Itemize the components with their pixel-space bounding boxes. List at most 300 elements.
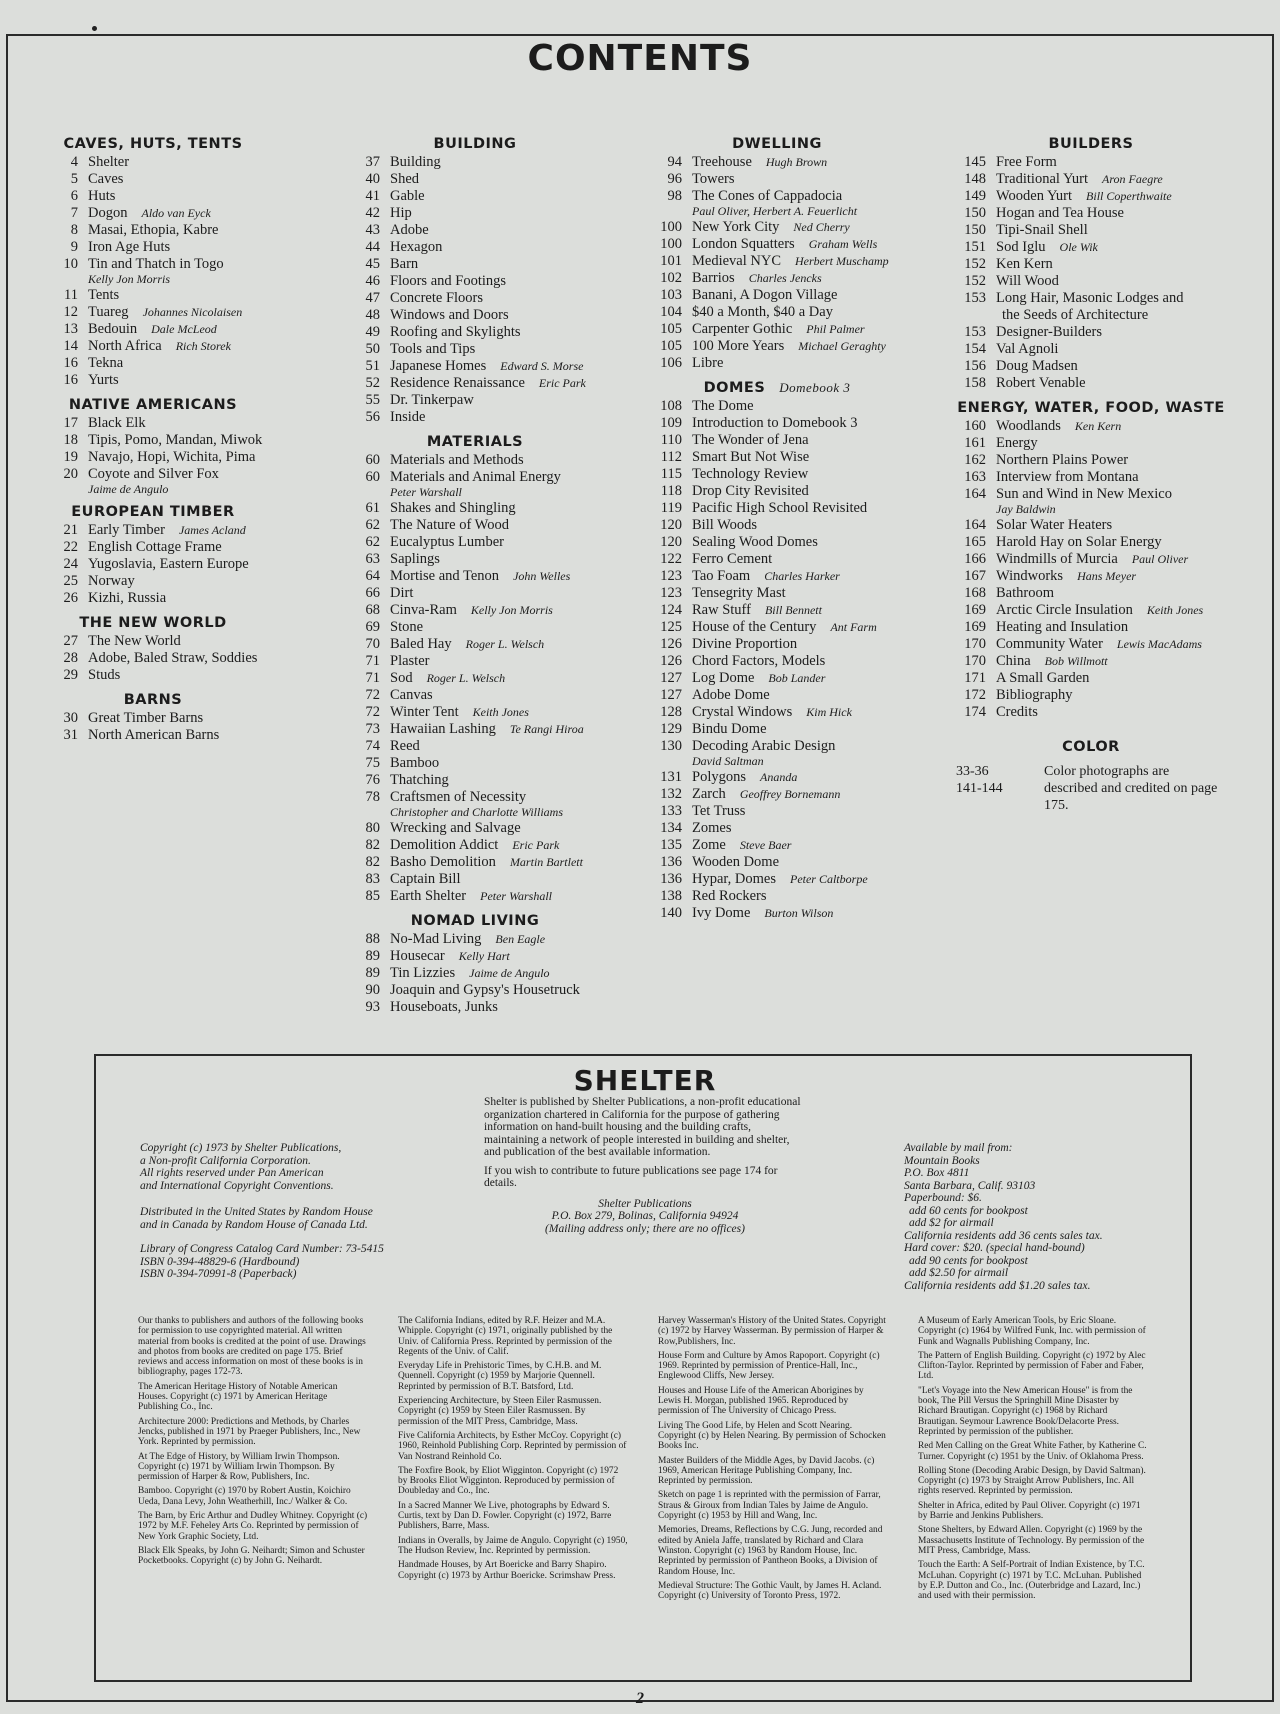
toc-entry-title: Navajo, Hopi, Wichita, Pima (88, 449, 256, 465)
toc-entry-title: Raw Stuff (692, 602, 751, 618)
toc-entry (350, 670, 620, 687)
toc-entry-author: Kelly Jon Morris (88, 272, 170, 286)
toc-page-number: 52 (365, 375, 380, 391)
toc-entry-title: Bindu Dome (692, 721, 767, 737)
mail-line: Santa Barbara, Calif. 93103 (904, 1179, 1036, 1192)
toc-page-number: 140 (660, 905, 682, 921)
credit-entry: Indians in Overalls, by Jaime de Angulo. Copyright (c) 1950, The Hudson Review, Inc. Reprinted by permission. (398, 1535, 628, 1556)
distribution-line: and in Canada by Random House of Canada Ltd. (140, 1218, 368, 1231)
toc-page-number: 72 (365, 687, 380, 703)
toc-entry (350, 307, 620, 324)
toc-page-number: 74 (365, 738, 380, 754)
toc-entry-title: Barrios (692, 270, 735, 286)
toc-entry-title: Wooden Yurt (996, 188, 1073, 204)
toc-entry-title: Will Wood (996, 273, 1059, 289)
toc-entry-title: Yurts (88, 372, 119, 388)
copyright-line: a Non-profit California Corporation. (140, 1154, 311, 1167)
toc-entry-title: Caves (88, 171, 124, 187)
toc-entry (652, 432, 922, 449)
toc-entry-title: Carpenter Gothic (692, 321, 793, 337)
section-title-text: BUILDING (433, 136, 517, 152)
toc-entry-author: Peter Warshall (480, 889, 552, 903)
toc-entry-title: Dr. Tinkerpaw (390, 392, 474, 408)
toc-entry-title: Tents (88, 287, 120, 303)
toc-entry-title: Smart But Not Wise (692, 449, 810, 465)
toc-entry-title: Drop City Revisited (692, 483, 809, 499)
toc-entry (350, 721, 620, 738)
toc-entry-title: Tuareg (88, 304, 129, 320)
toc-entry (652, 219, 922, 236)
credit-entry: The California Indians, edited by R.F. Heizer and M.A. Whipple. Copyright (c) 1971, originally published by the Univ. of California Press. Reprinted by permission of the Regents of the Univ. of Calif. (398, 1316, 613, 1357)
toc-entry (652, 287, 922, 304)
toc-entry (350, 738, 620, 755)
toc-page-number: 115 (660, 466, 682, 482)
toc-entry (652, 466, 922, 483)
toc-entry-title: Early Timber (88, 522, 165, 538)
toc-entry (48, 338, 278, 355)
mail-line: California residents add 36 cents sales tax. (904, 1229, 1103, 1242)
toc-entry-title: Mortise and Tenon (390, 568, 500, 584)
toc-entry (350, 500, 620, 517)
shelter-info-box (94, 1054, 1192, 1682)
toc-entry-title: Bibliography (996, 687, 1073, 703)
toc-entry-title: Hexagon (390, 239, 443, 255)
toc-entry-title: Divine Proportion (692, 636, 798, 652)
toc-page-number: 88 (365, 931, 380, 947)
toc-entry (652, 820, 922, 837)
section-title-text: DWELLING (732, 136, 822, 152)
toc-entry (350, 585, 620, 602)
toc-entry-author: Michael Geraghty (798, 339, 886, 353)
toc-entry-title: Harold Hay on Solar Energy (996, 534, 1162, 550)
section-note: Domebook 3 (779, 380, 851, 395)
toc-entry-title: Houseboats, Junks (390, 999, 498, 1015)
toc-entry (956, 171, 1246, 188)
toc-page-number: 49 (365, 324, 380, 340)
toc-entry-title-cont: the Seeds of Architecture (1002, 307, 1149, 323)
isbn-line: ISBN 0-394-48829-6 (Hardbound) (140, 1255, 300, 1268)
toc-entry (652, 704, 922, 721)
toc-entry-title: The New World (88, 633, 181, 649)
toc-entry-author: Hugh Brown (765, 155, 828, 169)
toc-entry (350, 789, 620, 806)
credit-entry: Rolling Stone (Decoding Arabic Design, by David Saltman). Copyright (c) 1973 by Straight Arrow Publishers, Inc. All rights reserved. Reprinted by permission. (918, 1465, 1146, 1497)
copyright-line: Copyright (c) 1973 by Shelter Publications, (140, 1142, 342, 1154)
toc-entry-author: Ken Kern (1074, 419, 1122, 433)
toc-entry-title: London Squatters (692, 236, 795, 252)
toc-entry-title: Community Water (996, 636, 1103, 652)
toc-entry-title: The Wonder of Jena (692, 432, 809, 448)
toc-page-spacer (956, 307, 986, 324)
credit-entry: The Barn, by Eric Arthur and Dudley Whitney. Copyright (c) 1972 by M.F. Feheley Arts Co. Reprinted by permission of New York Graphic Society, Ltd. (138, 1511, 368, 1542)
toc-entry-author: Bill Bennett (764, 603, 822, 617)
toc-entry-author: Hans Meyer (1077, 569, 1137, 583)
toc-entry (48, 449, 278, 466)
toc-entry-title: Adobe Dome (692, 687, 770, 703)
toc-entry-title: Tekna (88, 355, 124, 371)
toc-entry-author: Ant Farm (830, 620, 877, 634)
section-title-text: BARNS (123, 692, 183, 708)
toc-page-number: 158 (964, 375, 986, 391)
toc-page-number: 106 (660, 355, 682, 371)
toc-entry-title: Materials and Methods (390, 452, 524, 468)
toc-page-number: 125 (660, 619, 682, 635)
toc-entry-title: Masai, Ethopia, Kabre (88, 222, 219, 238)
toc-entry (350, 871, 620, 888)
toc-entry-author: John Welles (513, 569, 571, 583)
toc-page-number: 31 (63, 727, 78, 743)
toc-entry-title: Decoding Arabic Design (692, 738, 836, 754)
toc-entry-title: Studs (88, 667, 121, 683)
toc-entry-title: Sod Iglu (996, 239, 1046, 255)
toc-page-number: 8 (70, 222, 78, 238)
toc-entry (956, 205, 1246, 222)
address-line: Shelter Publications (598, 1197, 692, 1210)
toc-entry (956, 469, 1246, 486)
section-title (48, 502, 278, 522)
toc-page-number: 48 (365, 307, 380, 323)
toc-page-number: 93 (365, 999, 380, 1015)
toc-page-number: 150 (964, 205, 986, 221)
credits-column (398, 1316, 628, 1676)
toc-entry (652, 786, 922, 803)
toc-entry (48, 188, 278, 205)
toc-entry-title: Robert Venable (996, 375, 1086, 391)
toc-page-number: 135 (660, 837, 682, 853)
toc-entry-title: Wrecking and Salvage (390, 820, 521, 836)
toc-entry-title: Tipi-Snail Shell (996, 222, 1088, 238)
toc-entry-author: Bob Willmott (1044, 654, 1108, 668)
toc-page-number: 128 (660, 704, 682, 720)
toc-page-number: 109 (660, 415, 682, 431)
toc-entry-title: Zome (692, 837, 726, 853)
credit-entry: Sketch on page 1 is reprinted with the permission of Farrar, Straus & Giroux from Indian Tales by Jaime de Angulo. Copyright (c) 1953 by Hill and Wang, Inc. (658, 1490, 881, 1522)
section-title-text: NATIVE AMERICANS (68, 397, 238, 413)
toc-entry-title: Medieval NYC (692, 253, 781, 269)
toc-page-number: 29 (63, 667, 78, 683)
shelter-box-title: SHELTER (573, 1064, 717, 1097)
toc-page-number: 11 (64, 287, 78, 303)
toc-page-number: 62 (365, 534, 380, 550)
toc-page-number: 69 (365, 619, 380, 635)
copyright-line: All rights reserved under Pan American (140, 1167, 324, 1179)
distribution-line: Distributed in the United States by Random House (140, 1206, 373, 1218)
credit-entry: Memories, Dreams, Reflections by C.G. Jung, recorded and edited by Aniela Jaffe, translated by Richard and Clara Winston. Copyright (c) 1963 by Random House, Inc. Reprinted by permission of Pantheon Books, a Division of Random House, Inc. (658, 1525, 883, 1577)
toc-entry (956, 551, 1246, 568)
credit-entry: Harvey Wasserman's History of the United States. Copyright (c) 1972 by Harvey Wasserman. By permission of Harper & Row,Publishers, Inc. (658, 1316, 886, 1347)
toc-entry (350, 469, 620, 486)
credit-entry: House Form and Culture by Amos Rapoport. Copyright (c) 1969. Reprinted by permission of Prentice-Hall, Inc., Englewood Cliffs, New Jersey. (658, 1350, 880, 1382)
toc-entry-author: Bill Coperthwaite (1086, 189, 1172, 203)
toc-page-number: 105 (660, 338, 682, 354)
toc-entry (652, 236, 922, 253)
toc-entry-title: Great Timber Barns (88, 710, 204, 726)
toc-page-number: 163 (964, 469, 986, 485)
toc-entry-author: Paul Oliver, Herbert A. Feuerlicht (692, 204, 858, 218)
toc-page-number: 102 (660, 270, 682, 286)
toc-page-number: 51 (365, 358, 380, 374)
toc-entry-author: Peter Caltborpe (789, 872, 868, 886)
toc-entry (48, 727, 278, 744)
toc-entry-title: Adobe, Baled Straw, Soddies (88, 650, 258, 666)
toc-entry-continuation (956, 307, 1246, 324)
credit-entry: Black Elk Speaks, by John G. Neihardt; Simon and Schuster Pocketbooks. Copyright (c) by John G. Neihardt. (138, 1545, 365, 1567)
toc-entry-title: No-Mad Living (390, 931, 482, 947)
toc-entry-title: Treehouse (692, 154, 752, 170)
toc-entry-author: Phil Palmer (806, 322, 865, 336)
color-section (956, 763, 1246, 814)
toc-page-number: 22 (63, 539, 78, 555)
toc-page-number: 136 (660, 871, 682, 887)
toc-entry (350, 517, 620, 534)
toc-entry (956, 568, 1246, 585)
toc-entry-title: Towers (692, 171, 735, 187)
toc-entry-title: Tin and Thatch in Togo (88, 256, 224, 272)
toc-page-number: 161 (964, 435, 986, 451)
toc-entry-title: Bamboo (390, 755, 440, 771)
color-page-range: 33-36 (956, 764, 989, 779)
toc-page-number: 63 (365, 551, 380, 567)
toc-entry (956, 636, 1246, 653)
toc-entry-author: Eric Park (512, 838, 560, 852)
toc-entry-title: Dogon (88, 205, 128, 221)
toc-entry-title: Earth Shelter (390, 888, 467, 904)
credit-entry: Everyday Life in Prehistoric Times, by C.H.B. and M. Quennell. Copyright (c) 1959 by Marjorie Quennell. Reprinted by permission of B.T. Batsford, Ltd. (398, 1361, 602, 1392)
toc-page-number: 164 (964, 486, 986, 502)
toc-entry (350, 837, 620, 854)
toc-page-number: 94 (667, 154, 682, 170)
section-title-text: MATERIALS (426, 434, 524, 450)
toc-entry-title: Cinva-Ram (390, 602, 457, 618)
toc-entry (48, 154, 278, 171)
toc-page-number: 18 (63, 432, 78, 448)
credit-entry: The Pattern of English Building. Copyright (c) 1972 by Alec Clifton-Taylor. Reprinted by permission of Faber and Faber, Ltd. (918, 1350, 1146, 1382)
toc-entry (350, 171, 620, 188)
toc-entry (652, 253, 922, 270)
toc-entry-title: Winter Tent (390, 704, 459, 720)
toc-entry-author: Jaime de Angulo (469, 966, 550, 980)
credits-column (138, 1316, 368, 1676)
toc-page-number: 68 (365, 602, 380, 618)
toc-entry (350, 154, 620, 171)
toc-page-number: 120 (660, 534, 682, 550)
toc-page-number: 166 (964, 551, 986, 567)
address-line: P.O. Box 279, Bolinas, California 94924 (551, 1210, 739, 1222)
toc-entry-title: Materials and Animal Energy (390, 469, 561, 485)
mail-line: P.O. Box 4811 (904, 1167, 970, 1179)
toc-entry (956, 687, 1246, 704)
toc-page-number: 156 (964, 358, 986, 374)
toc-entry-title: Bill Woods (692, 517, 758, 533)
credit-entry: The American Heritage History of Notable American Houses. Copyright (c) 1971 by American Heritage Publishing Co., Inc. (138, 1381, 338, 1413)
section-title (48, 134, 278, 154)
toc-page-number: 131 (660, 769, 682, 785)
toc-entry-author: Graham Wells (808, 237, 878, 251)
toc-entry-title: Eucalyptus Lumber (390, 534, 504, 550)
toc-entry (652, 551, 922, 568)
toc-page-number: 50 (365, 341, 380, 357)
toc-entry (350, 854, 620, 871)
toc-entry-author: Rich Storek (175, 339, 231, 353)
credit-entry: Handmade Houses, by Art Boericke and Barry Shapiro. Copyright (c) 1973 by Arthur Boericke. Scrimshaw Press. (398, 1560, 616, 1581)
toc-entry (652, 871, 922, 888)
toc-entry-title: Tools and Tips (390, 341, 476, 357)
toc-page-number: 27 (63, 633, 78, 649)
toc-page-number: 4 (70, 154, 78, 170)
toc-entry-title: Demolition Addict (390, 837, 499, 853)
toc-entry-title: Kizhi, Russia (88, 590, 167, 606)
toc-page-number: 126 (660, 653, 682, 669)
toc-entry-title: Yugoslavia, Eastern Europe (88, 556, 249, 572)
toc-entry-title: Norway (88, 573, 135, 589)
toc-entry-author: Ned Cherry (793, 220, 850, 234)
toc-page-number: 5 (70, 171, 78, 187)
toc-page-number: 17 (63, 415, 78, 431)
toc-entry (652, 534, 922, 551)
toc-entry-title: Residence Renaissance (390, 375, 525, 391)
toc-entry (48, 573, 278, 590)
toc-entry-author: Herbert Muschamp (795, 254, 889, 268)
toc-entry (350, 965, 620, 982)
toc-page-number: 20 (63, 466, 78, 482)
toc-entry-author: Ole Wik (1059, 240, 1098, 254)
toc-entry-author: David Saltman (692, 754, 764, 768)
toc-page-number: 44 (365, 239, 380, 255)
toc-page-number: 7 (70, 205, 78, 221)
toc-entry (48, 372, 278, 389)
toc-page-number: 25 (63, 573, 78, 589)
toc-entry (350, 273, 620, 290)
toc-entry-title: Technology Review (692, 466, 809, 482)
toc-entry (956, 324, 1246, 341)
contents-column-1 (48, 134, 278, 744)
toc-entry-title: Tao Foam (692, 568, 751, 584)
toc-entry-title: Long Hair, Masonic Lodges and (996, 290, 1184, 306)
credit-entry: Our thanks to publishers and authors of the following books for permission to use copyrighted material. All written material from books is credited at the point of use. Drawings and photos from books are credited on page 175. Brief reviews and access information on most of these books is in bibliography, pages 172-73. (138, 1316, 366, 1378)
toc-entry-title: Bathroom (996, 585, 1054, 601)
toc-page-number: 167 (964, 568, 986, 584)
toc-entry (48, 355, 278, 372)
isbn-line: Library of Congress Catalog Card Number: 73-5415 (140, 1243, 384, 1255)
toc-entry-title: Windworks (996, 568, 1064, 584)
toc-page-number: 21 (63, 522, 78, 538)
shelter-about (484, 1096, 806, 1235)
toc-entry-author: Geoffrey Bornemann (739, 787, 841, 801)
toc-page-number: 126 (660, 636, 682, 652)
toc-entry-author: Steve Baer (739, 838, 792, 852)
toc-entry-title: The Nature of Wood (390, 517, 509, 533)
toc-entry-title: Stone (390, 619, 424, 635)
toc-page-number: 124 (660, 602, 682, 618)
toc-entry-title: North Africa (88, 338, 162, 354)
toc-entry-title: Hip (390, 205, 412, 221)
toc-entry-title: Gable (390, 188, 425, 204)
toc-page-number: 103 (660, 287, 682, 303)
toc-entry-title: English Cottage Frame (88, 539, 222, 555)
toc-page-number: 100 (660, 236, 682, 252)
toc-entry (956, 452, 1246, 469)
mail-line: add $2.50 for airmail (909, 1267, 1009, 1279)
section-title (652, 378, 922, 398)
toc-page-number: 105 (660, 321, 682, 337)
section-title (350, 134, 620, 154)
toc-page-number: 104 (660, 304, 682, 320)
toc-entry (350, 931, 620, 948)
toc-page-number: 171 (964, 670, 986, 686)
isbn-line: ISBN 0-394-70991-8 (Paperback) (140, 1268, 297, 1280)
credit-entry: Architecture 2000: Predictions and Methods, by Charles Jencks, published in 1971 by Praeger Publishers, Inc., New York. Reprinted by permission. (138, 1416, 361, 1448)
toc-entry-title: Dirt (390, 585, 414, 601)
toc-entry-author: Johannes Nicolaisen (142, 305, 243, 319)
toc-entry-title: 100 More Years (692, 338, 785, 354)
toc-entry (350, 602, 620, 619)
toc-entry-author: Martin Bartlett (509, 855, 583, 869)
toc-entry-title: New York City (692, 219, 780, 235)
toc-entry-title: Building (390, 154, 441, 170)
toc-entry (652, 687, 922, 704)
toc-entry (48, 321, 278, 338)
toc-entry (48, 710, 278, 727)
toc-entry-author: Christopher and Charlotte Williams (390, 805, 564, 819)
toc-entry-title: Log Dome (692, 670, 755, 686)
toc-entry-title: Ken Kern (996, 256, 1053, 272)
toc-entry (48, 633, 278, 650)
toc-entry-author: Jaime de Angulo (88, 482, 169, 496)
toc-page-number: 9 (70, 239, 78, 255)
toc-page-number: 14 (63, 338, 78, 354)
toc-page-number: 78 (365, 789, 380, 805)
toc-entry-title: Tet Truss (692, 803, 746, 819)
toc-page-number: 160 (964, 418, 986, 434)
toc-entry-title: Doug Madsen (996, 358, 1078, 374)
toc-entry (48, 466, 278, 483)
contents-column-4 (956, 134, 1246, 814)
toc-entry (350, 619, 620, 636)
toc-entry-author: Roger L. Welsch (426, 671, 506, 685)
toc-entry-title: A Small Garden (996, 670, 1090, 686)
toc-entry (350, 324, 620, 341)
page-title: CONTENTS (527, 38, 753, 79)
toc-page-number: 108 (660, 398, 682, 414)
toc-entry (652, 568, 922, 585)
toc-page-number: 62 (365, 517, 380, 533)
toc-page-number: 80 (365, 820, 380, 836)
toc-entry (350, 755, 620, 772)
toc-entry-author: Edward S. Morse (500, 359, 584, 373)
toc-entry (956, 602, 1246, 619)
toc-entry-title: Joaquin and Gypsy's Housetruck (390, 982, 580, 998)
toc-page-number: 130 (660, 738, 682, 754)
toc-page-number: 150 (964, 222, 986, 238)
toc-page-number: 169 (964, 602, 986, 618)
toc-entry-title: Barn (390, 256, 419, 272)
toc-entry-title: Interview from Montana (996, 469, 1139, 485)
toc-entry-title: Introduction to Domebook 3 (692, 415, 858, 431)
toc-entry-title: House of the Century (692, 619, 817, 635)
toc-entry-author: Ananda (760, 770, 798, 784)
toc-page-number: 90 (365, 982, 380, 998)
toc-entry (652, 338, 922, 355)
mail-line: Hard cover: $20. (special hand-bound) (904, 1242, 1085, 1254)
color-page-range: 141-144 (956, 781, 1003, 796)
toc-entry (350, 551, 620, 568)
toc-entry-author: Kelly Jon Morris (470, 603, 553, 617)
toc-page-number: 56 (365, 409, 380, 425)
toc-entry (652, 721, 922, 738)
toc-page-number: 16 (63, 372, 78, 388)
toc-entry-author: Lewis MacAdams (1116, 637, 1202, 651)
toc-entry (350, 188, 620, 205)
